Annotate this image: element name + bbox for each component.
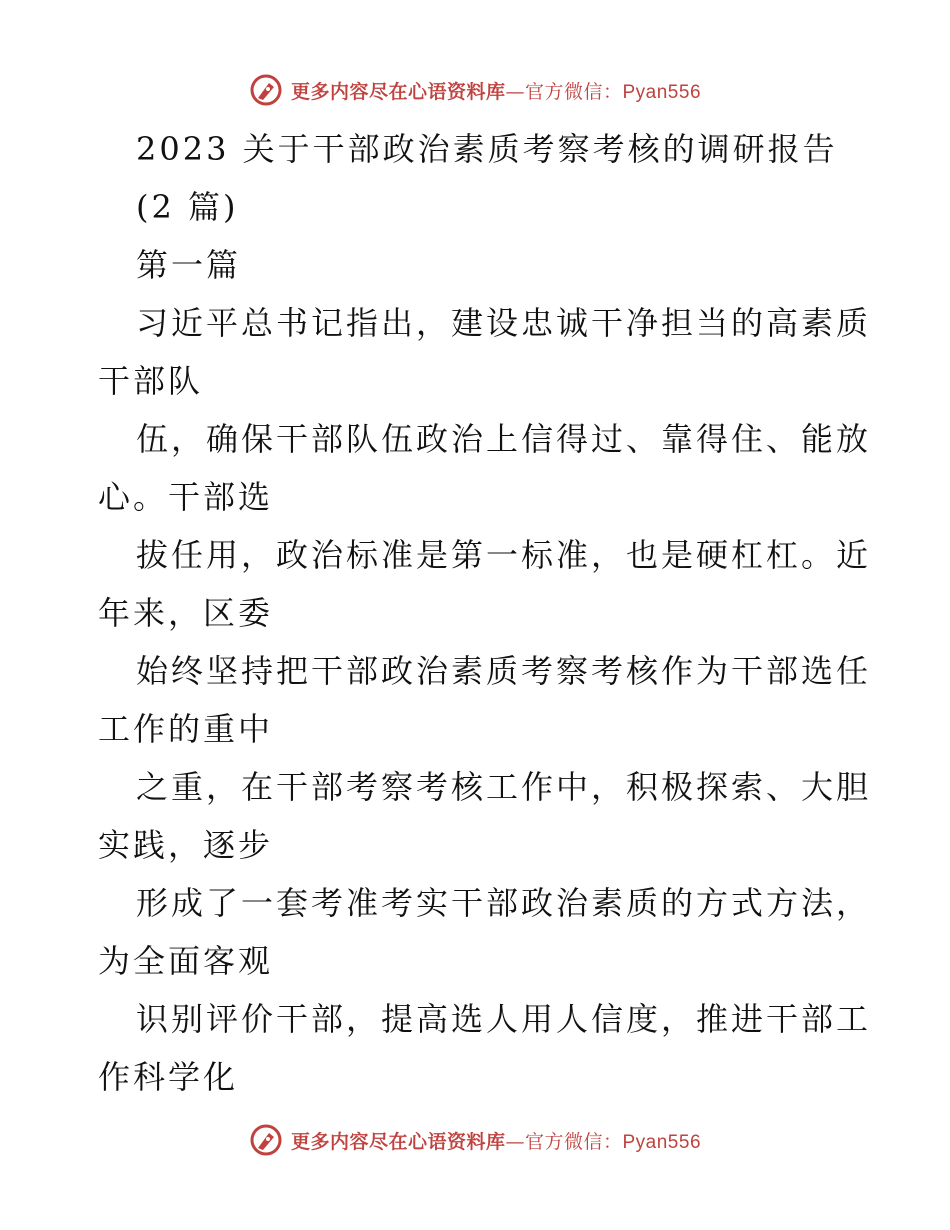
paragraph-line: 始终坚持把干部政治素质考察考核作为干部选任: [136, 652, 872, 690]
watermark-text: 更多内容尽在心语资料库—官方微信：Pyan556: [290, 80, 702, 103]
pen-nib-logo-icon: [249, 1123, 283, 1157]
paragraph-line: 为全面客观: [98, 942, 274, 980]
paragraph-line: 拔任用，政治标准是第一标准，也是硬杠杠。近: [136, 536, 872, 574]
paragraph-line: 识别评价干部，提高选人用人信度，推进干部工: [136, 1000, 872, 1038]
paragraph-line: 干部队: [98, 362, 204, 400]
paragraph-line: 伍，确保干部队伍政治上信得过、靠得住、能放: [136, 420, 872, 458]
document-subtitle: (2 篇): [136, 188, 239, 226]
footer-watermark: [0, 1120, 950, 1160]
watermark-text: 更多内容尽在心语资料库—官方微信：Pyan556: [290, 1130, 702, 1153]
paragraph-line: 形成了一套考准考实干部政治素质的方式方法，: [136, 884, 872, 922]
document-title: 2023 关于干部政治素质考察考核的调研报告: [136, 130, 838, 168]
section-heading: 第一篇: [136, 246, 242, 284]
document-body: [98, 120, 872, 1106]
paragraph-line: 之重，在干部考察考核工作中，积极探索、大胆: [136, 768, 872, 806]
paragraph-line: 工作的重中: [98, 710, 274, 748]
paragraph-line: 习近平总书记指出，建设忠诚干净担当的高素质: [136, 304, 872, 342]
pen-nib-logo-icon: [249, 73, 283, 107]
paragraph-line: 实践，逐步: [98, 826, 274, 864]
header-watermark: [0, 70, 950, 110]
paragraph-line: 心。干部选: [98, 478, 274, 516]
paragraph-line: 作科学化: [98, 1058, 239, 1096]
paragraph-line: 年来，区委: [98, 594, 274, 632]
